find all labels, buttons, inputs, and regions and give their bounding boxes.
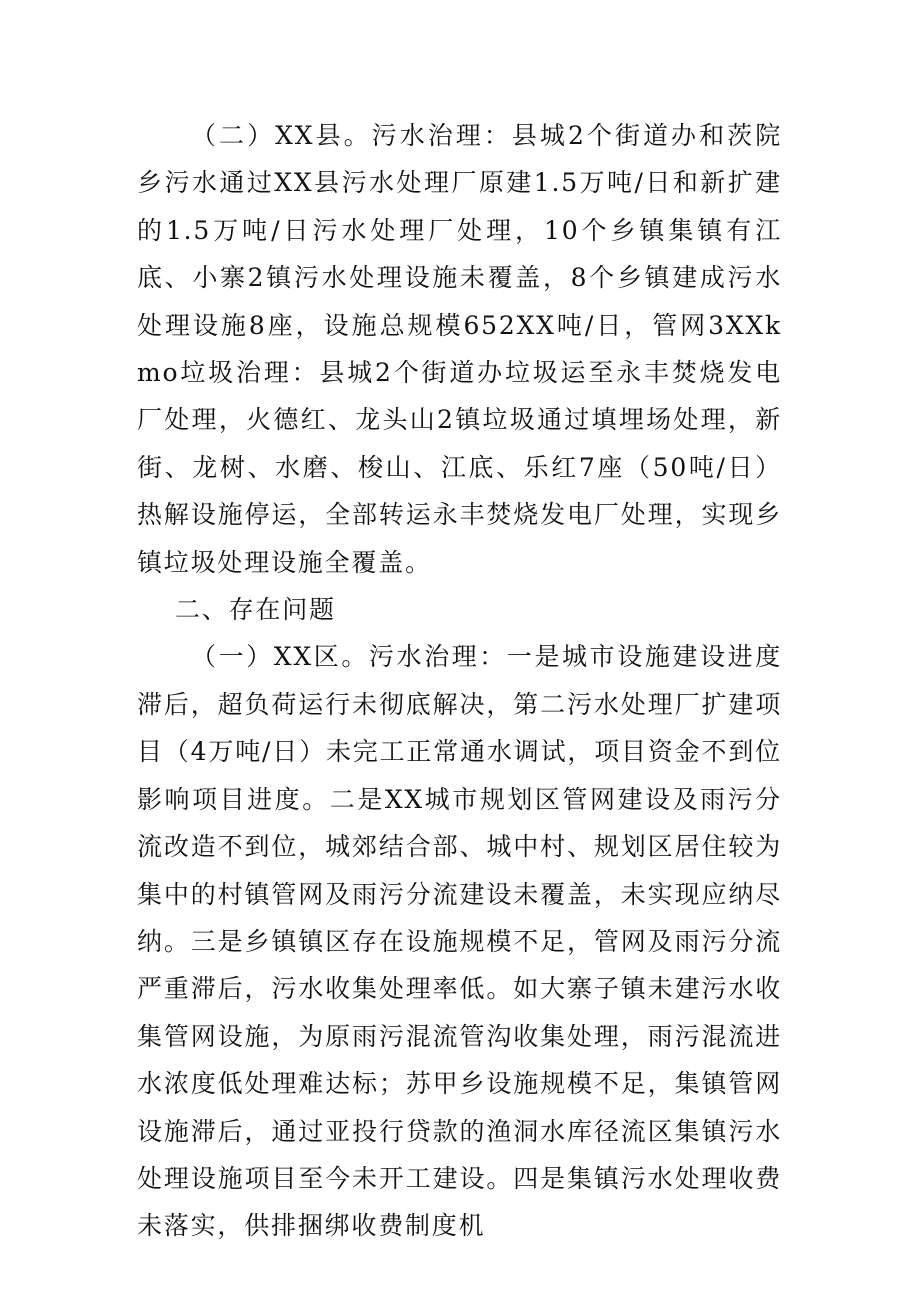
paragraph-county-status: （二）XX县。污水治理：县城2个街道办和茨院乡污水通过XX县污水处理厂原建1.5万吨/日和新扩建的1.5万吨/日污水处理厂处理，10个乡镇集镇有江底、小寨2镇污水处理设施未覆盖，8个乡镇建成污水处理设施8座，设施总规模652XX吨/日，管网3XXkmo垃圾治理：县城2个街道办垃圾运至永丰焚烧发电厂处理，火德红、龙头山2镇垃圾通过填埋场处理，新街、龙树、水磨、梭山、江底、乐红7座（50吨/日）热解设施停运，全部转运永丰焚烧发电厂处理，实现乡镇垃圾处理设施全覆盖。 <box>137 121 782 577</box>
document-body <box>137 112 782 1250</box>
section-heading-existing-problems: 二、存在问题 <box>175 595 336 625</box>
paragraph-district-problems: （一）XX区。污水治理：一是城市设施建设进度滞后，超负荷运行未彻底解决，第二污水处理厂扩建项目（4万吨/日）未完工正常通水调试，项目资金不到位影响项目进度。二是XX城市规划区管网建设及雨污分流改造不到位，城郊结合部、城中村、规划区居住较为集中的村镇管网及雨污分流建设未覆盖，未实现应纳尽纳。三是乡镇镇区存在设施规模不足，管网及雨污分流严重滞后，污水收集处理率低。如大寨子镇未建污水收集管网设施，为原雨污混流管沟收集处理，雨污混流进水浓度低处理难达标；苏甲乡设施规模不足，集镇管网设施滞后，通过亚投行贷款的渔洞水库径流区集镇污水处理设施项目至今未开工建设。四是集镇污水处理收费未落实，供排捆绑收费制度机 <box>137 642 782 1241</box>
